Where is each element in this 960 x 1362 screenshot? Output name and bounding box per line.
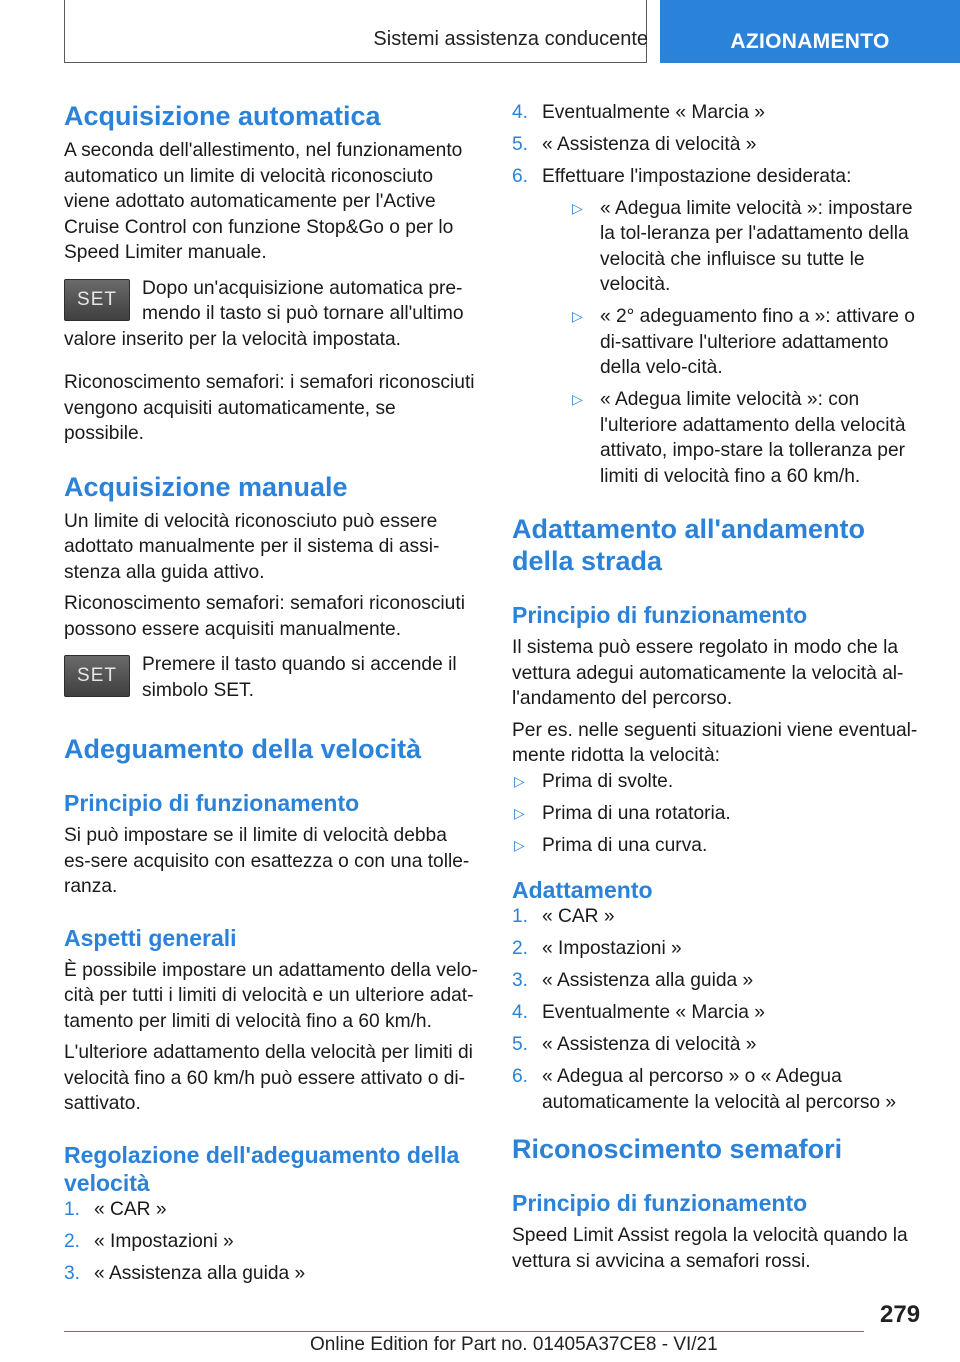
option-text: « Adegua limite velocità »: con l'ulteriore adattamento della velocità attivato, impo-stare la tolleranza per limiti di velocità fino a 60 km/h. [600,389,906,487]
steps-list [64,1197,478,1287]
paragraph: Il sistema può essere regolato in modo che la vettura adegui automaticamente la velocità al-l'andamento del percorso. [512,637,904,709]
situation-text: Prima di svolte. [542,770,674,792]
list-item [512,1000,932,1026]
list-item [512,904,932,930]
step-number: 5. [512,1034,529,1055]
step-number: 5. [512,134,529,155]
heading-principio-funzionamento: Principio di funzionamento [512,602,808,628]
step-text: Eventualmente « Marcia » [542,1002,765,1023]
step-text: « Adegua al percorso » o « Adegua automaticamente la velocità al percorso » [542,1066,897,1113]
step-number: 1. [64,1198,81,1220]
heading-regolazione-adeguamento: Regolazione dell'adeguamento della velocità [64,1141,460,1196]
list-item [512,132,932,158]
triangle-bullet-icon: ▷ [572,308,583,324]
situation-text: Prima di una curva. [542,834,708,856]
heading-adattamento-strada: Adattamento all'andamento della strada [512,514,865,576]
step-number: 2. [512,938,529,959]
list-item [512,833,932,859]
paragraph: Premere il tasto quando si accende il simbolo SET. [142,654,457,701]
list-item [64,1229,478,1255]
situations-list [512,769,932,859]
triangle-bullet-icon: ▷ [514,836,525,853]
heading-principio-funzionamento: Principio di funzionamento [64,790,360,816]
heading-acquisizione-manuale: Acquisizione manuale [64,471,348,502]
option-text: « 2° adeguamento fino a »: attivare o di-sattivare l'ulteriore adattamento della velo-cità. [600,306,915,378]
option-text: « Adegua limite velocità »: impostare la tol-leranza per l'adattamento della velocità che influisce su tutte le velocità. [600,197,913,295]
set-note-block [64,652,478,703]
triangle-bullet-icon: ▷ [572,199,583,216]
set-button-icon: SET [64,279,130,321]
paragraph: Un limite di velocità riconosciuto può essere adottato manualmente per il sistema di assi-stenza alla guida attivo. [64,510,440,583]
left-column [64,100,478,1293]
page-number: 279 [880,1301,921,1328]
paragraph: Riconoscimento semafori: i semafori riconosciuti vengono acquisiti automaticamente, se possibile. [64,372,475,444]
step-text: « Assistenza alla guida » [542,970,754,991]
heading-riconoscimento-semafori: Riconoscimento semafori [512,1134,843,1164]
situation-text: Prima di una rotatoria. [542,802,731,824]
triangle-bullet-icon: ▷ [514,804,525,821]
list-item [512,164,932,489]
header-chapter-tab[interactable]: AZIONAMENTO [660,0,960,63]
list-item [512,968,932,994]
paragraph: Riconoscimento semafori: semafori riconosciuti possono essere acquisiti manualmente. [64,593,465,640]
step-text: « Assistenza alla guida » [94,1262,306,1284]
list-item [512,801,932,827]
step-number: 3. [512,970,529,991]
step-text: « Assistenza di velocità » [542,1034,757,1055]
paragraph: Si può impostare se il limite di velocità debba es-sere acquisito con esattezza o con una tolle-ranza. [64,825,470,897]
right-column [512,100,932,1274]
step-text: « Impostazioni » [94,1230,234,1252]
paragraph: Speed Limit Assist regola la velocità quando la vettura si avvicina a semafori rossi. [512,1225,908,1272]
list-item [512,1032,932,1058]
set-button-icon: SET [64,655,130,697]
step-number: 6. [512,166,529,187]
step-text: « Impostazioni » [542,938,682,959]
step-number: 3. [64,1262,81,1284]
list-item [570,387,932,489]
steps-list [512,904,932,1115]
paragraph: È possibile impostare un adattamento della velo-cità per tutti i limiti di velocità e un ulteriore adat-tamento per limiti di velocità fino a 60 km/h. [64,959,478,1032]
list-item [570,304,932,381]
footer-edition: Online Edition for Part no. 01405A37CE8 - VI/21 [310,1334,718,1355]
triangle-bullet-icon: ▷ [572,391,583,407]
step-number: 6. [512,1066,529,1087]
list-item [570,196,932,298]
paragraph: L'ulteriore adattamento della velocità per limiti di velocità fino a 60 km/h può essere attivato o di-sattivato. [64,1042,473,1114]
footer-divider [64,1331,864,1332]
heading-adattamento: Adattamento [512,877,653,903]
heading-adeguamento-velocita: Adeguamento della velocità [64,734,422,764]
step-text: « CAR » [542,906,615,927]
list-item [512,769,932,795]
step-text: « Assistenza di velocità » [542,134,757,155]
step-number: 4. [512,102,529,123]
heading-aspetti-generali: Aspetti generali [64,924,237,951]
list-item [512,936,932,962]
step-text: Eventualmente « Marcia » [542,102,765,123]
step-text: Effettuare l'impostazione desiderata: [542,166,852,187]
paragraph: Dopo un'acquisizione automatica pre-mendo il tasto si può tornare all'ultimo valore inserito per la velocità impostata. [64,277,464,350]
list-item [512,100,932,126]
heading-acquisizione-automatica: Acquisizione automatica [64,101,381,131]
step-number: 2. [64,1230,81,1252]
steps-list [512,100,932,489]
triangle-bullet-icon: ▷ [514,772,525,789]
list-item [64,1261,478,1287]
list-item [64,1197,478,1223]
step-number: 4. [512,1002,529,1023]
paragraph: Per es. nelle seguenti situazioni viene eventual-mente ridotta la velocità: [512,719,918,766]
set-note-block [64,276,478,353]
step-number: 1. [512,906,529,927]
sub-options-list [570,196,932,490]
step-text: « CAR » [94,1198,167,1220]
paragraph: A seconda dell'allestimento, nel funzionamento automatico un limite di velocità riconosciuto viene adottato automaticamente per l'Active Cruise Control con funzione Stop&Go o per lo Speed Limiter manuale. [64,140,463,263]
list-item [512,1064,932,1115]
header-section-title: Sistemi assistenza conducente [373,28,648,50]
heading-principio-funzionamento: Principio di funzionamento [512,1190,808,1216]
